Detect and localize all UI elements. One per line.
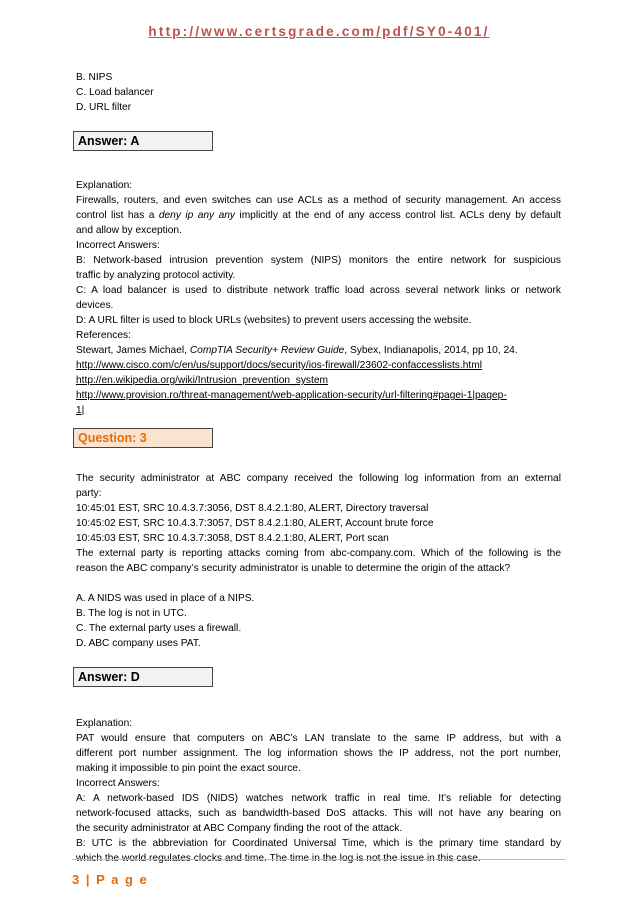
option-d: D. ABC company uses PAT. xyxy=(76,638,201,649)
reference-link[interactable]: http://en.wikipedia.org/wiki/Intrusion_prevention_system xyxy=(76,375,328,386)
emphasis-text: deny ip any any xyxy=(158,210,235,221)
question-text: The security administrator at ABC company received the following log information from an external xyxy=(76,473,561,484)
incorrect-answer-d: D: A URL filter is used to block URLs (websites) to prevent users accessing the website. xyxy=(76,315,472,326)
question-text: The external party is reporting attacks coming from abc-company.com. Which of the following is the xyxy=(76,548,561,559)
log-line: 10:45:01 EST, SRC 10.4.3.7:3056, DST 8.4.2.1:80, ALERT, Directory traversal xyxy=(76,503,429,514)
explanation-text: different port number assignment. The log information shows the IP address, not the port number, xyxy=(76,748,561,759)
explanation-text: PAT would ensure that computers on ABC’s LAN translate to the same IP address, but with a xyxy=(76,733,561,744)
page-content xyxy=(76,70,561,866)
page-number: 3 | P a g e xyxy=(72,872,149,887)
incorrect-answer-a: A: A network-based IDS (NIDS) watches network traffic in real time. It’s reliable for detecting xyxy=(76,793,561,804)
incorrect-answer-b: B: Network-based intrusion prevention system (NIPS) monitors the entire network for suspicious xyxy=(76,255,561,266)
incorrect-answers-label: Incorrect Answers: xyxy=(76,778,160,789)
log-line: 10:45:02 EST, SRC 10.4.3.7:3057, DST 8.4.2.1:80, ALERT, Account brute force xyxy=(76,518,434,529)
option-b: B. NIPS xyxy=(76,72,113,83)
incorrect-answer-c: C: A load balancer is used to distribute network traffic load across several network links or network xyxy=(76,285,561,296)
option-b: B. The log is not in UTC. xyxy=(76,608,187,619)
option-a: A. A NIDS was used in place of a NIPS. xyxy=(76,593,255,604)
reference-link[interactable]: http://www.provision.ro/threat-management/web-application-security/url-filtering#pagei-1|pagep- xyxy=(76,390,507,401)
incorrect-answer-a: the security administrator at ABC Company finding the root of the attack. xyxy=(76,823,403,834)
reference-title: CompTIA Security+ Review Guide xyxy=(189,345,345,356)
option-c: C. Load balancer xyxy=(76,87,154,98)
reference-citation: Stewart, James Michael, CompTIA Security+ Review Guide, Sybex, Indianapolis, 2014, pp 10, 24. xyxy=(76,345,518,356)
incorrect-answer-a: network-focused attacks, such as bandwidth-based DoS attacks. This will not have any bearing on xyxy=(76,808,561,819)
reference-link[interactable]: http://www.cisco.com/c/en/us/support/docs/security/ios-firewall/23602-confaccesslists.html xyxy=(76,360,482,371)
explanation-text: Firewalls, routers, and even switches can use ACLs as a method of security management. An access xyxy=(76,195,561,206)
option-c: C. The external party uses a firewall. xyxy=(76,623,242,634)
explanation-label: Explanation: xyxy=(76,180,133,191)
incorrect-answer-b: traffic by analyzing protocol activity. xyxy=(76,270,236,281)
option-d: D. URL filter xyxy=(76,102,132,113)
incorrect-answer-c: devices. xyxy=(76,300,114,311)
explanation-text: and allow by exception. xyxy=(76,225,182,236)
header-url[interactable]: http://www.certsgrade.com/pdf/SY0-401/ xyxy=(148,24,490,39)
question-text: reason the ABC company’s security administrator is unable to determine the origin of the attack? xyxy=(76,563,511,574)
incorrect-answer-b: B: UTC is the abbreviation for Coordinated Universal Time, which is the primary time standard by xyxy=(76,838,561,849)
explanation-text: making it impossible to pin point the exact source. xyxy=(76,763,301,774)
question-box: Question: 3 xyxy=(73,428,213,448)
answer-box: Answer: A xyxy=(73,131,213,151)
explanation-text: control list has a deny ip any any implicitly at the end of any access control list. ACLs deny by default xyxy=(76,210,561,221)
footer-divider xyxy=(72,859,566,860)
reference-link[interactable]: 1| xyxy=(76,405,85,416)
question-text: party: xyxy=(76,488,102,499)
log-line: 10:45:03 EST, SRC 10.4.3.7:3058, DST 8.4.2.1:80, ALERT, Port scan xyxy=(76,533,389,544)
answer-box: Answer: D xyxy=(73,667,213,687)
references-label: References: xyxy=(76,330,131,341)
explanation-label: Explanation: xyxy=(76,718,133,729)
incorrect-answers-label: Incorrect Answers: xyxy=(76,240,160,251)
